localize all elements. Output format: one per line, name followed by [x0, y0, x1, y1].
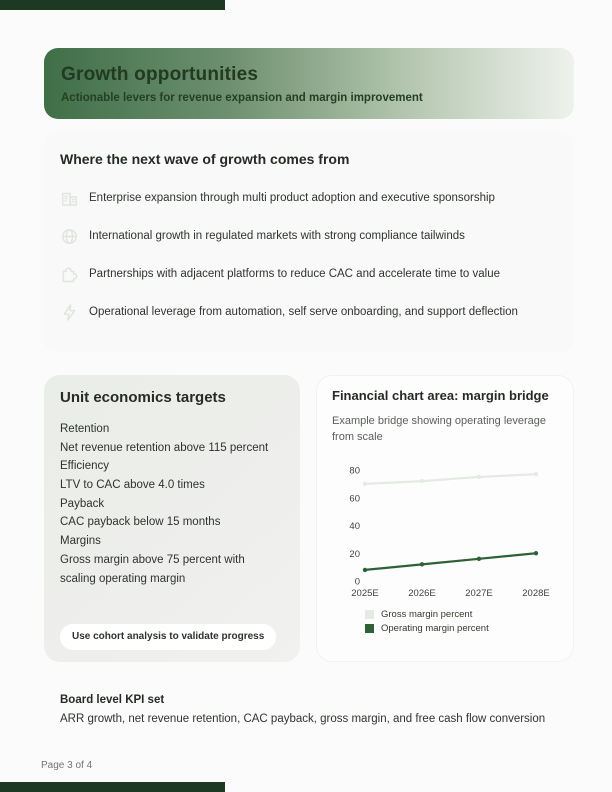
growth-item-text: Enterprise expansion through multi product adoption and executive sponsorship — [89, 192, 495, 204]
legend-item-operating-margin — [365, 623, 489, 633]
chart-subtitle: Example bridge showing operating leverage from scale — [332, 415, 547, 443]
svg-text:40: 40 — [349, 521, 360, 532]
legend-item-gross-margin — [365, 609, 489, 619]
page-number: Page 3 of 4 — [41, 760, 93, 771]
legend-label: Gross margin percent — [381, 608, 473, 620]
legend-label: Operating margin percent — [381, 622, 489, 634]
puzzle-icon — [60, 265, 79, 284]
svg-text:60: 60 — [349, 493, 360, 505]
svg-text:2028E: 2028E — [522, 588, 550, 599]
growth-item-enterprise — [60, 187, 560, 209]
unit-line: Retention — [60, 423, 110, 435]
chart-legend — [365, 609, 489, 633]
bottom-accent-bar — [0, 782, 225, 792]
growth-item-international — [60, 225, 560, 247]
unit-line: Efficiency — [60, 460, 110, 473]
unit-line: scaling operating margin — [60, 572, 186, 585]
svg-text:2027E: 2027E — [465, 588, 493, 599]
unit-line: LTV to CAC above 4.0 times — [60, 479, 205, 492]
operating-margin-swatch — [365, 624, 374, 633]
building-icon — [60, 189, 79, 208]
svg-text:80: 80 — [349, 465, 360, 477]
growth-item-text: Operational leverage from automation, self serve onboarding, and support deflection — [89, 306, 518, 318]
lightning-icon — [60, 303, 79, 322]
kpi-set-body: ARR growth, net revenue retention, CAC payback, gross margin, and free cash flow conversion — [60, 713, 546, 725]
page-title: Growth opportunities — [61, 64, 259, 85]
svg-text:0: 0 — [354, 576, 360, 588]
unit-line: Gross margin above 75 percent with — [60, 553, 245, 566]
svg-text:20: 20 — [349, 548, 360, 560]
chart-title: Financial chart area: margin bridge — [332, 388, 549, 403]
gross-margin-swatch — [365, 610, 374, 619]
unit-economics-title: Unit economics targets — [60, 389, 226, 406]
header-banner — [44, 48, 574, 119]
unit-line: Margins — [60, 535, 101, 548]
unit-economics-list — [60, 420, 290, 588]
margin-bridge-chart-card — [316, 375, 574, 662]
growth-section-card — [44, 132, 574, 352]
unit-line: Payback — [60, 497, 105, 510]
growth-item-text: Partnerships with adjacent platforms to reduce CAC and accelerate time to value — [89, 268, 501, 280]
svg-text:2026E: 2026E — [408, 588, 436, 599]
kpi-set-title: Board level KPI set — [60, 694, 165, 706]
margin-bridge-line-chart — [332, 462, 564, 602]
growth-item-text: International growth in regulated markets with strong compliance tailwinds — [89, 230, 465, 242]
growth-item-partnerships — [60, 263, 560, 285]
unit-line: CAC payback below 15 months — [60, 516, 221, 529]
cohort-callout-pill: Use cohort analysis to validate progress — [60, 624, 276, 650]
svg-text:2025E: 2025E — [351, 588, 379, 599]
top-accent-bar — [0, 0, 225, 10]
unit-line: Net revenue retention above 115 percent — [60, 441, 269, 454]
growth-section-title: Where the next wave of growth comes from — [60, 151, 350, 167]
page-subtitle: Actionable levers for revenue expansion and margin improvement — [61, 92, 423, 104]
unit-economics-card — [44, 375, 300, 662]
globe-icon — [60, 227, 79, 246]
growth-item-operational — [60, 301, 560, 323]
